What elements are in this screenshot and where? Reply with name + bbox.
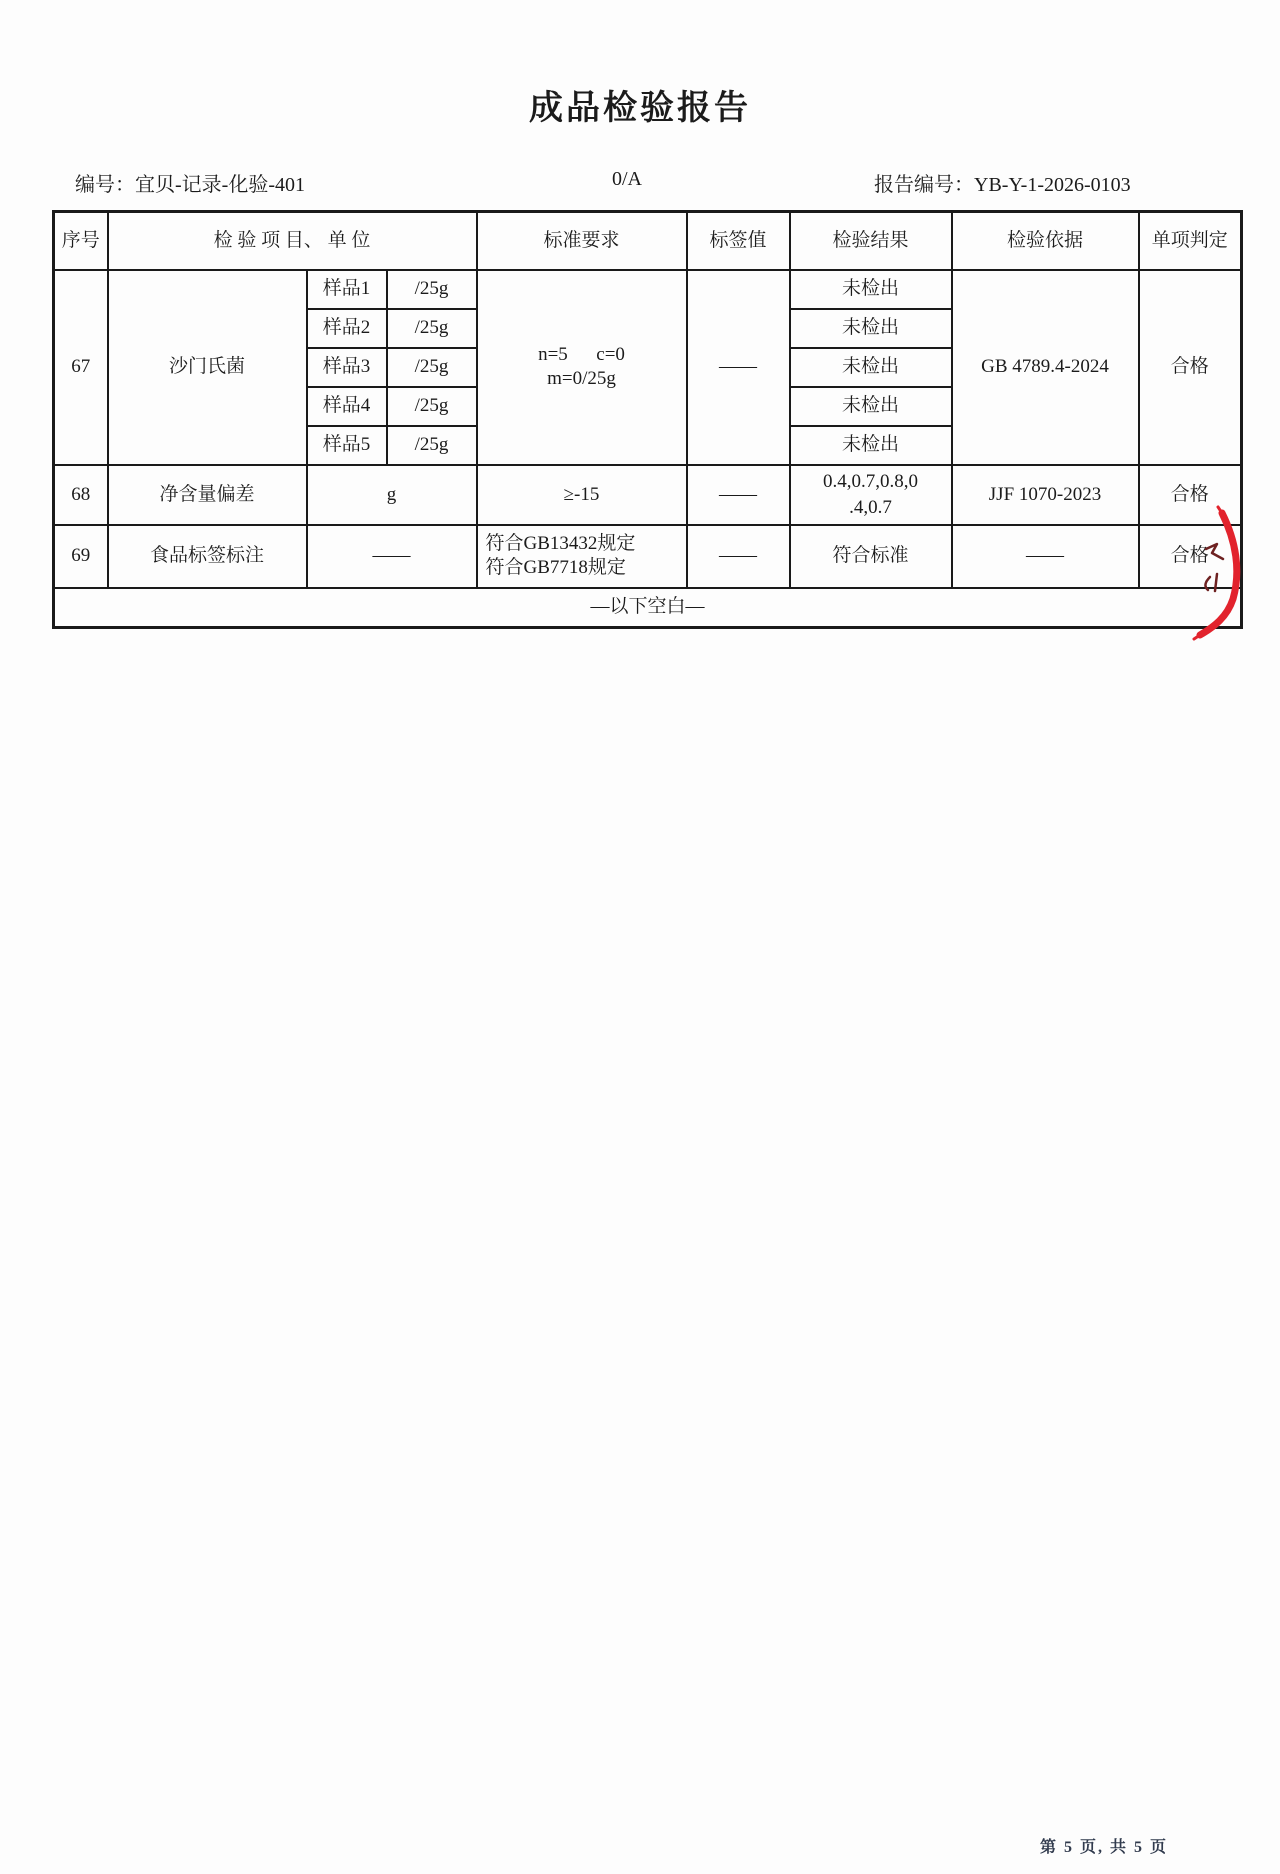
table-header-row xyxy=(54,212,1242,270)
row68-no: 68 xyxy=(54,465,108,525)
row68-requirement: ≥-15 xyxy=(477,465,687,525)
row67-sample4-unit: /25g xyxy=(387,387,477,426)
row67-judgement: 合格 xyxy=(1139,270,1242,465)
row68-unit: g xyxy=(307,465,477,525)
row67-sample1-unit: /25g xyxy=(387,270,477,309)
row69-result: 符合标准 xyxy=(790,525,952,588)
row67-sample2-unit: /25g xyxy=(387,309,477,348)
row68-result-line2: .4,0.7 xyxy=(849,496,892,518)
row69-no: 69 xyxy=(54,525,108,588)
row67-sample2-result: 未检出 xyxy=(790,309,952,348)
header-judgement: 单项判定 xyxy=(1139,212,1242,270)
row67-sample3-name: 样品3 xyxy=(307,348,387,387)
row69-label-value: —— xyxy=(687,525,790,588)
revision-code: 0/A xyxy=(612,168,642,190)
blank-row-label: —以下空白— xyxy=(54,588,1242,628)
header-requirement: 标准要求 xyxy=(477,212,687,270)
doc-number: 编号：宜贝-记录-化验-401 xyxy=(75,174,305,196)
row68-judgement: 合格 xyxy=(1139,465,1242,525)
row67-sample1-name: 样品1 xyxy=(307,270,387,309)
row67-sample5-result: 未检出 xyxy=(790,426,952,465)
row68-label-value: —— xyxy=(687,465,790,525)
header-label-value: 标签值 xyxy=(687,212,790,270)
header-item-unit: 检 验 项 目、 单 位 xyxy=(108,212,477,270)
row67-basis: GB 4789.4-2024 xyxy=(952,270,1139,465)
row68-result xyxy=(790,465,952,525)
row67-label-value: —— xyxy=(687,270,790,465)
header-result: 检验结果 xyxy=(790,212,952,270)
page-title: 成品检验报告 xyxy=(529,90,751,127)
row67-sample5-unit: /25g xyxy=(387,426,477,465)
header-basis: 检验依据 xyxy=(952,212,1139,270)
row68-result-line1: 0.4,0.7,0.8,0 xyxy=(823,470,918,492)
report-number: 报告编号：YB-Y-1-2026-0103 xyxy=(874,174,1131,196)
table-row xyxy=(54,525,1242,588)
row67-sample4-name: 样品4 xyxy=(307,387,387,426)
row68-basis: JJF 1070-2023 xyxy=(952,465,1139,525)
table-row xyxy=(54,270,1242,309)
row67-sample5-name: 样品5 xyxy=(307,426,387,465)
red-arc-tip-bottom xyxy=(1194,635,1200,639)
row68-item: 净含量偏差 xyxy=(108,465,307,525)
row67-sample1-result: 未检出 xyxy=(790,270,952,309)
row67-sample3-result: 未检出 xyxy=(790,348,952,387)
row67-no: 67 xyxy=(54,270,108,465)
row69-requirement-line2: 符合GB7718规定 xyxy=(485,557,626,578)
inspection-table xyxy=(52,210,1243,629)
row67-sample3-unit: /25g xyxy=(387,348,477,387)
row67-requirement-line1: n=5 c=0 xyxy=(538,344,625,366)
row69-requirement-line1: 符合GB13432规定 xyxy=(485,533,636,555)
row69-basis: —— xyxy=(952,525,1139,588)
row67-sample2-name: 样品2 xyxy=(307,309,387,348)
row69-judgement: 合格 xyxy=(1139,525,1242,588)
row69-item: 食品标签标注 xyxy=(108,525,307,588)
blank-filler-row xyxy=(54,588,1242,628)
page-footer: 第 5 页, 共 5 页 xyxy=(1040,1839,1169,1856)
table-row xyxy=(54,465,1242,525)
row67-requirement xyxy=(477,270,687,465)
meta-row xyxy=(0,168,1280,198)
row67-requirement-line2: m=0/25g xyxy=(547,368,616,389)
row69-unit: —— xyxy=(307,525,477,588)
header-no: 序号 xyxy=(54,212,108,270)
row69-requirement xyxy=(477,525,687,588)
row67-sample4-result: 未检出 xyxy=(790,387,952,426)
row67-item: 沙门氏菌 xyxy=(108,270,307,465)
